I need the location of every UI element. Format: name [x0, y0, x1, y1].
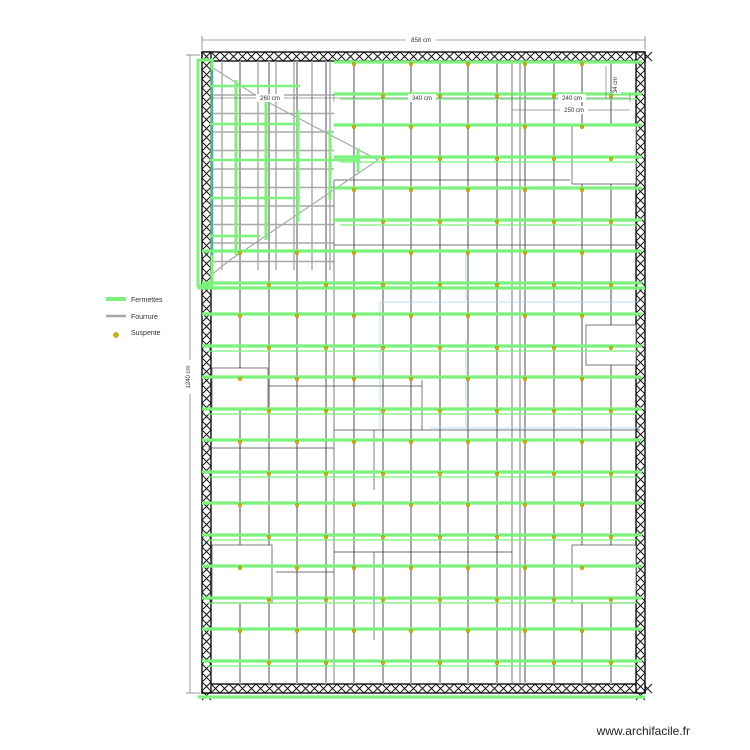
suspente-dot — [409, 503, 413, 507]
suspente-dot — [267, 409, 271, 413]
suspente-dot — [552, 346, 556, 350]
suspente-dot — [466, 188, 470, 192]
suspente-dot — [552, 661, 556, 665]
segment-2-label: 340 cm — [412, 96, 432, 102]
total-width-label: 858 cm — [411, 38, 431, 44]
watermark: www.archifacile.fr — [596, 724, 690, 738]
suspente-dot — [409, 62, 413, 66]
suspente-dot — [495, 472, 499, 476]
suspente-dot — [295, 314, 299, 318]
suspente-dot — [552, 157, 556, 161]
suspente-dot — [609, 472, 613, 476]
suspente-dot — [552, 220, 556, 224]
suspente-dot — [580, 566, 584, 570]
suspente-dot — [324, 283, 328, 287]
suspente-dot — [409, 188, 413, 192]
suspente-dot — [523, 188, 527, 192]
dimension-top — [202, 36, 645, 50]
suspente-dot — [580, 629, 584, 633]
suspente-dot — [552, 94, 556, 98]
suspente-dot — [523, 62, 527, 66]
suspente-dot — [409, 566, 413, 570]
suspente-dot — [381, 409, 385, 413]
suspente-dot — [381, 472, 385, 476]
suspente-dot — [352, 251, 356, 255]
suspente-dot — [324, 535, 328, 539]
suspente-dot — [352, 440, 356, 444]
suspente-dot — [609, 283, 613, 287]
suspente-dot — [238, 314, 242, 318]
legend-fermettes-label: Fermettes — [131, 297, 163, 304]
suspente-dot — [409, 629, 413, 633]
opening — [572, 124, 636, 184]
suspente-dot — [238, 503, 242, 507]
suspente-dot — [580, 377, 584, 381]
suspente-dot — [552, 598, 556, 602]
suspente-dot — [238, 440, 242, 444]
suspente-dot — [552, 409, 556, 413]
suspente-dot — [609, 409, 613, 413]
suspente-dot — [466, 629, 470, 633]
suspente-dot — [352, 377, 356, 381]
opening — [212, 545, 272, 603]
suspente-dot — [466, 377, 470, 381]
suspente-dot — [466, 62, 470, 66]
suspente-dot — [580, 188, 584, 192]
suspente-dot — [409, 440, 413, 444]
suspente-dot — [295, 566, 299, 570]
suspente-dot — [580, 125, 584, 129]
suspente-dot — [352, 314, 356, 318]
suspente-dot — [381, 94, 385, 98]
suspente-dot — [466, 440, 470, 444]
suspente-dot — [352, 566, 356, 570]
suspente-dot — [495, 661, 499, 665]
suspente-dot — [609, 220, 613, 224]
suspente-dot — [267, 661, 271, 665]
suspente-dot — [352, 62, 356, 66]
suspente-dot — [495, 346, 499, 350]
suspente-dot — [295, 629, 299, 633]
suspente-dot — [438, 535, 442, 539]
suspente-dot — [324, 598, 328, 602]
suspente-dot — [409, 314, 413, 318]
suspente-dot — [267, 472, 271, 476]
suspente-dot — [466, 125, 470, 129]
suspente-dot — [438, 346, 442, 350]
suspente-dot — [495, 94, 499, 98]
suspente-dot — [495, 598, 499, 602]
suspente-swatch — [114, 333, 119, 338]
suspente-dot — [609, 535, 613, 539]
suspente-dot — [238, 566, 242, 570]
suspente-dot — [466, 251, 470, 255]
suspente-dot — [381, 598, 385, 602]
suspente-dot — [295, 503, 299, 507]
room-outlines — [198, 60, 640, 684]
suspente-dot — [580, 314, 584, 318]
suspente-dot — [609, 661, 613, 665]
suspente-dot — [466, 314, 470, 318]
suspente-dot — [609, 94, 613, 98]
suspente-dot — [580, 62, 584, 66]
suspente-dot — [352, 125, 356, 129]
suspente-dot — [495, 535, 499, 539]
segment-4-label: 250 cm — [564, 108, 584, 114]
opening — [212, 368, 268, 408]
total-height-label: 1240 cm — [186, 365, 192, 389]
suspente-dot — [438, 472, 442, 476]
suspente-dot — [466, 503, 470, 507]
legend-suspente-label: Suspente — [131, 330, 161, 337]
suspente-dot — [381, 661, 385, 665]
suspente-dot — [580, 251, 584, 255]
suspente-dot — [381, 220, 385, 224]
suspente-dot — [267, 346, 271, 350]
suspente-dot — [523, 251, 527, 255]
segment-1-label: 260 cm — [260, 96, 280, 102]
suspente-dot — [438, 661, 442, 665]
suspente-dot — [438, 598, 442, 602]
suspente-dot — [552, 535, 556, 539]
suspente-dot — [238, 251, 242, 255]
suspente-dot — [495, 283, 499, 287]
suspente-dot — [466, 566, 470, 570]
opening — [572, 545, 636, 603]
suspente-dot — [609, 598, 613, 602]
legend — [106, 297, 163, 338]
suspente-dot — [438, 94, 442, 98]
suspente-dot — [324, 472, 328, 476]
suspente-dot — [381, 283, 385, 287]
suspente-dot — [352, 503, 356, 507]
suspente-dot — [295, 377, 299, 381]
suspente-dot — [523, 314, 527, 318]
suspente-dot — [352, 188, 356, 192]
suspente-dot — [609, 157, 613, 161]
suspente-dot — [495, 220, 499, 224]
suspente-dot — [609, 346, 613, 350]
suspente-dot — [580, 440, 584, 444]
dimension-inner — [212, 66, 630, 114]
suspente-dot — [523, 503, 527, 507]
suspente-dot — [523, 566, 527, 570]
suspente-dot — [238, 629, 242, 633]
segment-3-label: 240 cm — [562, 96, 582, 102]
suspente-dot — [267, 598, 271, 602]
suspente-dot — [381, 157, 385, 161]
suspente-dot — [238, 377, 242, 381]
suspente-dot — [580, 503, 584, 507]
suspente-dot — [295, 440, 299, 444]
suspente-dot — [552, 283, 556, 287]
suspente-dot — [381, 346, 385, 350]
suspente-dot — [552, 472, 556, 476]
suspente-dot — [523, 377, 527, 381]
suspente-dot — [523, 440, 527, 444]
suspente-dot — [324, 346, 328, 350]
suspente-dot — [438, 157, 442, 161]
suspente-dot — [409, 125, 413, 129]
vertical-small-label: 34 cm — [613, 76, 619, 94]
suspente-dot — [523, 629, 527, 633]
suspente-dot — [409, 377, 413, 381]
legend-fourrure-label: Fourrure — [131, 314, 158, 321]
suspente-dot — [267, 283, 271, 287]
suspente-dot — [523, 125, 527, 129]
suspente-dot — [381, 535, 385, 539]
suspente-dot — [352, 629, 356, 633]
suspente-dot — [495, 157, 499, 161]
suspente-dot — [409, 251, 413, 255]
suspente-dot — [438, 283, 442, 287]
suspente-dot — [438, 220, 442, 224]
suspente-dot — [295, 251, 299, 255]
suspente-dot — [495, 409, 499, 413]
suspente-dot — [324, 661, 328, 665]
suspente-dot — [267, 535, 271, 539]
suspente-dot — [324, 409, 328, 413]
suspente-dot — [438, 409, 442, 413]
